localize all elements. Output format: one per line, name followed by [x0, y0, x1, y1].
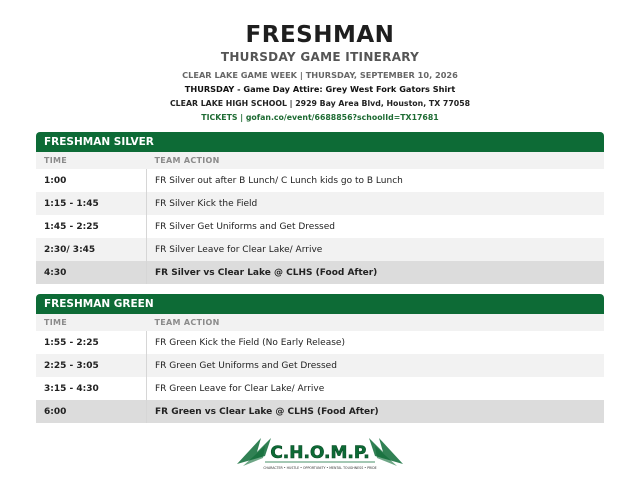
tickets-link[interactable]: TICKETS | gofan.co/event/6688856?schoolId=TX17681: [201, 113, 439, 122]
logo-wordmark: C.H.O.M.P.: [270, 443, 370, 463]
table-row-game: [36, 400, 604, 423]
row-time: 4:30: [36, 261, 147, 284]
address-line: CLEAR LAKE HIGH SCHOOL | 2929 Bay Area Blvd, Houston, TX 77058: [169, 99, 471, 108]
row-time: 1:45 - 2:25: [36, 215, 147, 238]
page-header: [0, 0, 640, 123]
table-row-game: [36, 261, 604, 284]
table-row: [36, 331, 604, 354]
logo-tagline: CHARACTER • HUSTLE • OPPORTUNITY • MENTAL TOUGHNESS • PRIDE: [263, 466, 377, 470]
row-action: FR Silver vs Clear Lake @ CLHS (Food After): [147, 261, 605, 284]
row-time: 6:00: [36, 400, 147, 423]
row-time: 2:25 - 3:05: [36, 354, 147, 377]
page-title: FRESHMAN: [245, 22, 395, 48]
table-header-row: [36, 152, 604, 169]
row-action: FR Silver out after B Lunch/ C Lunch kids go to B Lunch: [147, 169, 605, 192]
table-row: [36, 192, 604, 215]
chomp-logo: [0, 434, 640, 476]
row-action: FR Green Leave for Clear Lake/ Arrive: [147, 377, 605, 400]
table-row: [36, 377, 604, 400]
column-header-time: TIME: [36, 314, 147, 331]
table-row: [36, 354, 604, 377]
schedule-table: [36, 152, 604, 284]
attire-line: THURSDAY - Game Day Attire: Grey West Fork Gators Shirt: [184, 84, 456, 94]
game-week-line: CLEAR LAKE GAME WEEK | THURSDAY, SEPTEMBER 10, 2026: [182, 70, 458, 80]
row-time: 1:55 - 2:25: [36, 331, 147, 354]
row-action: FR Green Kick the Field (No Early Release): [147, 331, 605, 354]
claw-marks-logo-icon: [235, 434, 405, 472]
table-row: [36, 238, 604, 261]
section-freshman-silver: [36, 132, 604, 284]
row-action: FR Silver Kick the Field: [147, 192, 605, 215]
page-subtitle: THURSDAY GAME ITINERARY: [220, 50, 420, 64]
row-time: 3:15 - 4:30: [36, 377, 147, 400]
section-title: FRESHMAN SILVER: [36, 132, 604, 152]
table-row: [36, 215, 604, 238]
section-title: FRESHMAN GREEN: [36, 294, 604, 314]
row-action: FR Silver Get Uniforms and Get Dressed: [147, 215, 605, 238]
row-action: FR Silver Leave for Clear Lake/ Arrive: [147, 238, 605, 261]
column-header-action: TEAM ACTION: [147, 314, 605, 331]
row-time: 1:00: [36, 169, 147, 192]
row-time: 2:30/ 3:45: [36, 238, 147, 261]
row-time: 1:15 - 1:45: [36, 192, 147, 215]
row-action: FR Green vs Clear Lake @ CLHS (Food After): [147, 400, 605, 423]
column-header-action: TEAM ACTION: [147, 152, 605, 169]
column-header-time: TIME: [36, 152, 147, 169]
row-action: FR Green Get Uniforms and Get Dressed: [147, 354, 605, 377]
table-header-row: [36, 314, 604, 331]
schedule-table: [36, 314, 604, 423]
table-row: [36, 169, 604, 192]
section-freshman-green: [36, 294, 604, 423]
